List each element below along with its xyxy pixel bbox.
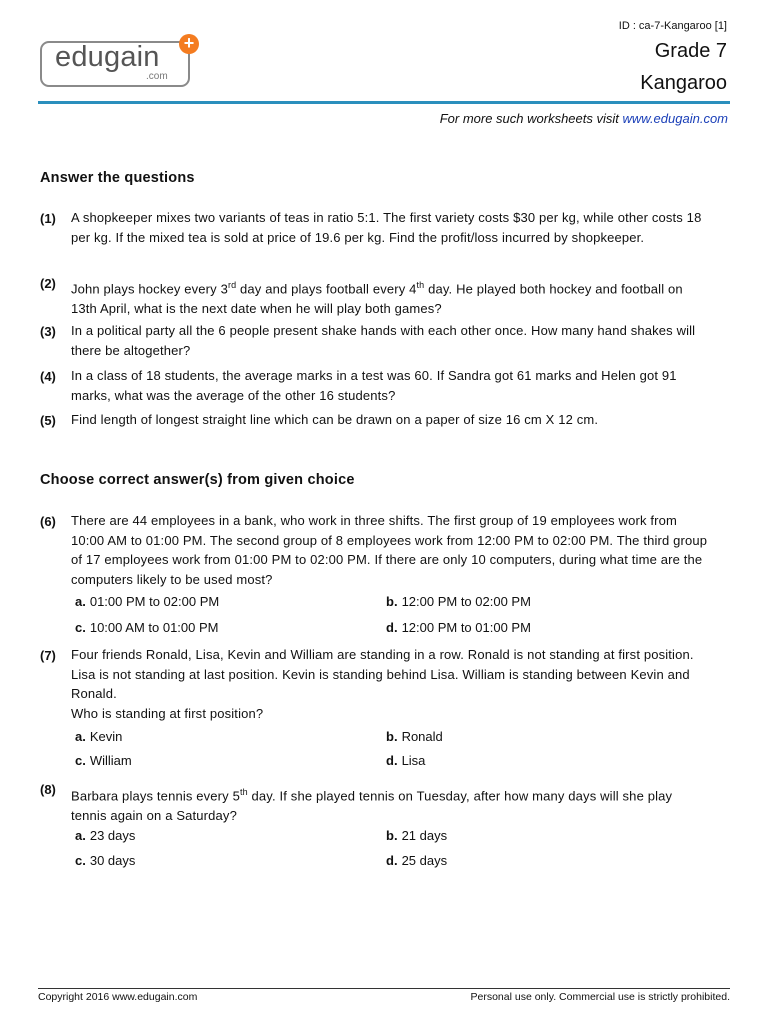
- answer-option[interactable]: [386, 594, 531, 609]
- superscript: th: [416, 280, 425, 290]
- plus-icon: +: [179, 34, 199, 54]
- question-text-part: day and plays football every 4: [236, 281, 417, 297]
- option-text: Lisa: [401, 753, 426, 768]
- option-text: 30 days: [89, 853, 136, 868]
- topic-title: Kangaroo: [640, 72, 727, 94]
- answer-option[interactable]: [75, 753, 132, 768]
- question-text-main: Four friends Ronald, Lisa, Kevin and William are standing in a row. Ronald is not standing at first position. Lisa is not standing at last position. Kevin is standing behind Lisa. William is standing between Kevin and Ronald.: [71, 647, 694, 701]
- header-divider: [38, 101, 730, 104]
- option-letter: b.: [386, 828, 398, 843]
- question-number: (1): [40, 211, 56, 226]
- option-text: 10:00 AM to 01:00 PM: [89, 620, 219, 635]
- grade-label: Grade 7: [654, 40, 727, 62]
- option-text: 25 days: [401, 853, 448, 868]
- option-text: 12:00 PM to 01:00 PM: [401, 620, 531, 635]
- question-text: Find length of longest straight line which can be drawn on a paper of size 16 cm X 12 cm.: [71, 412, 599, 427]
- answer-option[interactable]: [386, 753, 425, 768]
- answer-option[interactable]: [75, 620, 218, 635]
- question-number: (3): [40, 324, 56, 339]
- question-text-part: Barbara plays tennis every 5: [71, 788, 240, 804]
- option-text: 01:00 PM to 02:00 PM: [89, 594, 220, 609]
- option-text: 23 days: [89, 828, 136, 843]
- question-number: (6): [40, 514, 56, 529]
- question-prompt: Who is standing at first position?: [71, 705, 264, 721]
- edugain-link[interactable]: www.edugain.com: [622, 111, 728, 126]
- option-letter: c.: [75, 620, 86, 635]
- option-letter: d.: [386, 753, 398, 768]
- question-number: (7): [40, 648, 56, 663]
- more-worksheets-line: [440, 111, 728, 126]
- answer-option[interactable]: [75, 853, 135, 868]
- logo-wordmark: edugain: [55, 41, 160, 73]
- answer-option[interactable]: [386, 620, 531, 635]
- question-text: In a political party all the 6 people present shake hands with each other once. How many hand shakes will there be altogether?: [71, 323, 696, 358]
- question-text: [71, 276, 711, 318]
- question-number: (2): [40, 276, 56, 291]
- section-title-choose: Choose correct answer(s) from given choice: [40, 472, 355, 488]
- section-title-answer: Answer the questions: [40, 170, 195, 186]
- answer-option[interactable]: [386, 729, 443, 744]
- usage-notice: Personal use only. Commercial use is strictly prohibited.: [470, 991, 730, 1003]
- question-text: [71, 783, 711, 825]
- answer-option[interactable]: [386, 828, 447, 843]
- footer-divider: [38, 988, 730, 989]
- edugain-logo: [40, 33, 200, 90]
- option-letter: a.: [75, 828, 86, 843]
- option-text: Kevin: [89, 729, 123, 744]
- option-letter: c.: [75, 853, 86, 868]
- question-number: (8): [40, 782, 56, 797]
- option-text: 21 days: [401, 828, 448, 843]
- question-text: A shopkeeper mixes two variants of teas in ratio 5:1. The first variety costs $30 per kg, while other costs 18 per kg. If the mixed tea is sold at price of 19.6 per kg. Find the profit/loss incurred by shopkeeper.: [71, 210, 702, 245]
- option-letter: d.: [386, 620, 398, 635]
- answer-option[interactable]: [386, 853, 447, 868]
- question-text: There are 44 employees in a bank, who work in three shifts. The first group of 19 employees work from 10:00 AM to 01:00 PM. The second group of 8 employees work from 12:00 PM to 02:00 PM. The third group of 17 employees work from 01:00 PM to 02:00 PM. If there are only 10 computers, during what time are the computers likely to be used most?: [71, 513, 708, 587]
- option-letter: c.: [75, 753, 86, 768]
- question-text: In a class of 18 students, the average marks in a test was 60. If Sandra got 61 marks and Helen got 91 marks, what was the average of the other 16 students?: [71, 368, 677, 403]
- option-letter: d.: [386, 853, 398, 868]
- logo-domain: .com: [146, 71, 168, 82]
- question-text: [71, 645, 711, 723]
- answer-option[interactable]: [75, 594, 219, 609]
- option-text: 12:00 PM to 02:00 PM: [401, 594, 531, 609]
- option-text: Ronald: [401, 729, 443, 744]
- question-text-part: day. If she played tennis on Tuesday, after how many days will she play tennis again on a Saturday?: [71, 788, 673, 823]
- worksheet-id: ID : ca-7-Kangaroo [1]: [618, 20, 727, 32]
- option-letter: a.: [75, 729, 86, 744]
- more-worksheets-text: For more such worksheets visit: [439, 111, 623, 126]
- question-text-part: John plays hockey every 3: [71, 281, 228, 297]
- copyright-text: Copyright 2016 www.edugain.com: [38, 991, 198, 1003]
- question-text-part: day. He played both hockey and football on 13th April, what is the next date when he will play both games?: [71, 281, 683, 316]
- option-letter: b.: [386, 729, 398, 744]
- answer-option[interactable]: [75, 828, 135, 843]
- option-text: William: [89, 753, 132, 768]
- question-number: (4): [40, 369, 56, 384]
- superscript: rd: [227, 280, 237, 290]
- superscript: th: [239, 787, 248, 797]
- option-letter: b.: [386, 594, 398, 609]
- answer-option[interactable]: [75, 729, 122, 744]
- question-number: (5): [40, 413, 56, 428]
- option-letter: a.: [75, 594, 86, 609]
